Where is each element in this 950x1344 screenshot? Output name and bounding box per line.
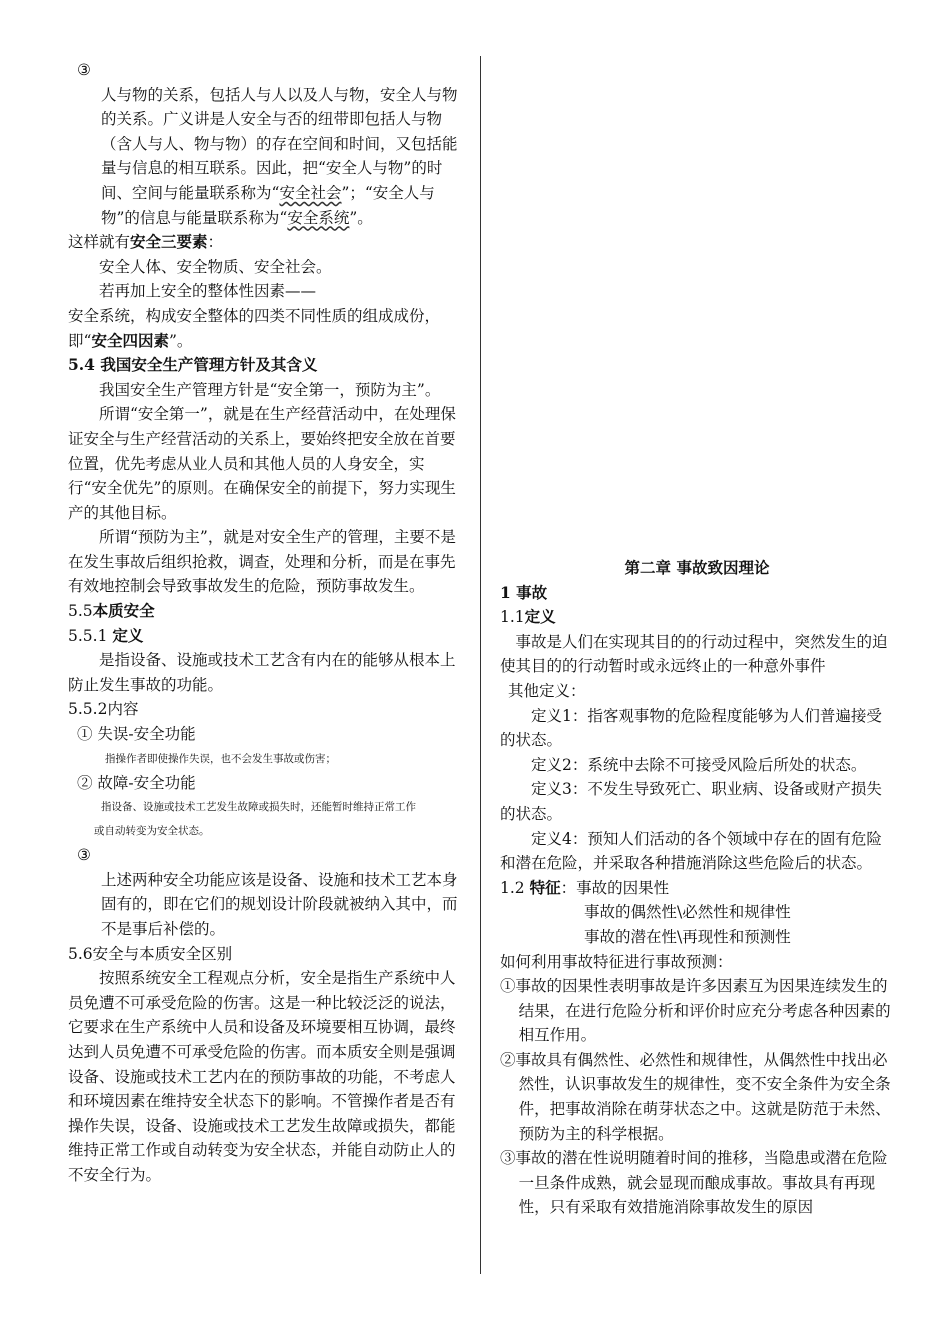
content-item-1-note: 指操作者即使操作失误，也不会发生事故或伤害； [105, 752, 336, 765]
heading-5-5: 5.5本质安全 [68, 601, 155, 621]
paragraph-difference: 按照系统安全工程观点分析，安全是指生产系统中人员免遭不可承受危险的伤害。这是一种比较泛泛的说法，它要求在生产系统中人员和设备及环境要相互协调，最终达到人员免遭不可承受危险的伤害。而本质安全则是强调设备、设施或技术工艺内在的预防事故的功能，不考虑人和环境因素在维持安全状态下的影响。不管操作者是否有操作失误，设备、设施或技术工艺发生故障或损失，都能维持正常工作或自动转变为安全状态，并能自动防止人的不安全行为。 [68, 969, 456, 1184]
heading-5-4: 5.4 我国安全生产管理方针及其含义 [68, 355, 318, 375]
term-safety-system: 安全系统 [287, 208, 350, 227]
heading-1: 1 事故 [500, 582, 548, 602]
prediction-intro: 如何利用事故特征进行事故预测： [500, 952, 733, 971]
definition-1: 定义1：指客观事物的危险程度能够为人们普遍接受的状态。 [500, 706, 882, 750]
left-column [68, 58, 460, 1188]
content-item-3: 上述两种安全功能应该是设备、设施和技术工艺本身固有的，即在它们的规划设计阶段就被纳入其中，而不是事后补偿的。 [101, 870, 458, 938]
four-elements-term: 安全四因素 [91, 330, 169, 350]
other-definitions-label: 其他定义： [508, 681, 586, 700]
three-elements-term: 安全三要素 [130, 232, 208, 252]
feature-3: 事故的潜在性\再现性和预测性 [584, 927, 791, 946]
content-item-2: ② 故障-安全功能 [77, 773, 196, 792]
heading-5-5-1: 5.5.1 定义 [68, 625, 144, 645]
right-column [500, 556, 894, 1220]
content-item-1: ① 失误-安全功能 [77, 725, 196, 744]
four-elements-intro: 若再加上安全的整体性因素—— [99, 282, 317, 301]
definition-2: 定义2：系统中去除不可接受风险后所处的状态。 [531, 755, 867, 774]
three-elements-items: 安全人体、安全物质、安全社会。 [99, 257, 332, 276]
heading-1-1: 1.1定义 [500, 607, 556, 627]
four-elements-line: 安全系统，构成安全整体的四类不同性质的组成成份，即“安全四因素”。 [68, 306, 441, 350]
paragraph-policy: 我国安全生产管理方针是“安全第一，预防为主”。 [99, 380, 441, 399]
paragraph-human-object: 人与物的关系，包括人与人以及人与物，安全人与物的关系。广义讲是人安全与否的纽带即包括人与物（含人与人、物与物）的存在空间和时间，又包括能量与信息的相互联系。因此，把“安全人与物”的时间、空间与能量联系称为“安全社会”；“安全人与物”的信息与能量联系称为“安全系统”。 [101, 85, 458, 227]
heading-1-2: 1.2 特征：事故的因果性 [500, 877, 670, 897]
heading-5-5-2: 5.5.2内容 [68, 700, 139, 719]
paragraph-safety-first: 所谓“安全第一”，就是在生产经营活动中，在处理保证安全与生产经营活动的关系上，要始终把安全放在首要位置，优先考虑从业人员和其他人员的人身安全，实行“安全优先”的原则。在确保安全的前提下，努力实现生产的其他目标。 [68, 405, 456, 522]
content-item-2-note: 指设备、设施或技术工艺发生故障或损失时，还能暂时维持正常工作 [101, 801, 416, 814]
point-3: ③事故的潜在性说明随着时间的推移，当隐患或潜在危险一旦条件成熟，就会显现而酿成事故。事故具有再现性，只有采取有效措施消除事故发生的原因 [500, 1149, 888, 1217]
circled-number-3b: ③ [77, 846, 91, 865]
three-elements-line: 这样就有安全三要素： [68, 232, 224, 252]
chapter-title: 第二章 事故致因理论 [624, 558, 770, 577]
feature-2: 事故的偶然性\必然性和规律性 [584, 903, 791, 922]
column-divider [480, 56, 481, 1274]
definition-3: 定义3：不发生导致死亡、职业病、设备或财产损失的状态。 [500, 780, 882, 823]
paragraph-intrinsic-definition: 是指设备、设施或技术工艺含有内在的能够从根本上防止发生事故的功能。 [68, 651, 456, 694]
definition-4: 定义4：预知人们活动的各个领域中存在的固有危险和潜在危险，并采取各种措施消除这些危险后的状态。 [500, 829, 882, 873]
content-item-2-note-cont: 或自动转变为安全状态。 [94, 825, 210, 838]
paragraph-prevention: 所谓“预防为主”，就是对安全生产的管理，主要不是在发生事故后组织抢救，调查，处理和分析，而是在事先有效地控制会导致事故发生的危险，预防事故发生。 [68, 528, 456, 596]
point-2: ②事故具有偶然性、必然性和规律性，从偶然性中找出必然性，认识事故发生的规律性，变不安全条件为安全条件，把事故消除在萌芽状态之中。这就是防范于未然、预防为主的科学根据。 [500, 1050, 891, 1143]
term-safety-society: 安全社会 [279, 183, 342, 202]
point-1: ①事故的因果性表明事故是许多因素互为因果连续发生的结果，在进行危险分析和评价时应充分考虑各种因素的相互作用。 [500, 977, 891, 1045]
circled-number-3: ③ [77, 61, 91, 79]
paragraph-accident-definition: 事故是人们在实现其目的的行动过程中，突然发生的迫使其目的的行动暂时或永远终止的一种意外事件 [500, 632, 888, 676]
heading-5-6: 5.6安全与本质安全区别 [68, 944, 233, 963]
